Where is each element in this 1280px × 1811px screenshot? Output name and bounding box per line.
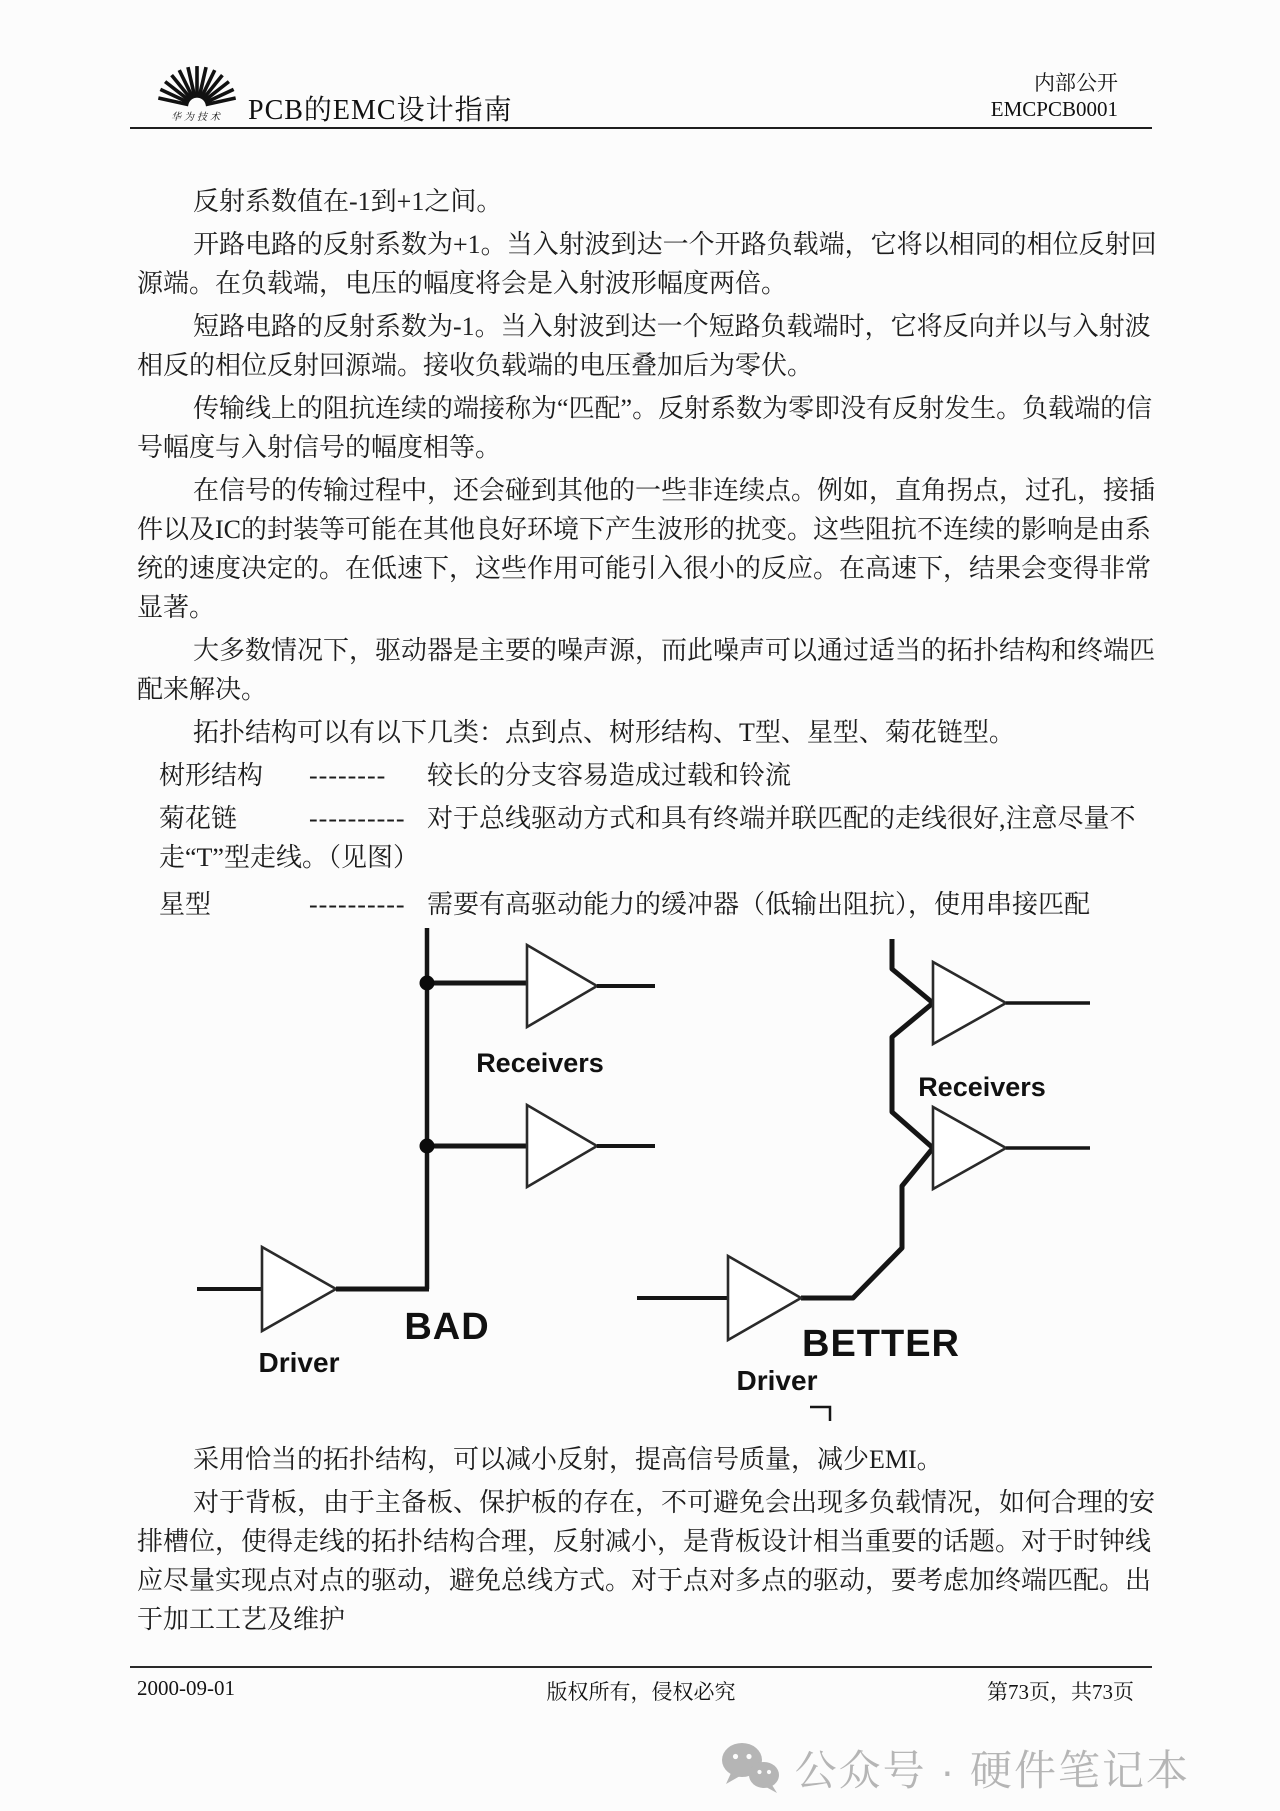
logo-text: 华为技术 — [171, 112, 223, 123]
dash-separator: -------- — [309, 761, 387, 790]
daisy-chain-line — [801, 939, 933, 1298]
after-diagram-text — [137, 1440, 1163, 1643]
topology-term: 菊花链 — [159, 804, 238, 833]
wechat-icon — [719, 1741, 781, 1795]
receivers-label: Receivers — [476, 1048, 604, 1078]
page-header — [130, 0, 1152, 129]
driver-label: Driver — [258, 1347, 340, 1378]
page-footer — [130, 1666, 1152, 1704]
driver-label: Driver — [736, 1365, 818, 1396]
receivers-label: Receivers — [918, 1072, 1046, 1102]
huawei-logo — [152, 52, 242, 123]
footer-copyright: 版权所有，侵权必究 — [546, 1680, 736, 1704]
receiver-triangle-bottom — [933, 1107, 1006, 1189]
header-right — [991, 70, 1118, 122]
paragraph-driver-noise: 大多数情况下，驱动器是主要的噪声源，而此噪声可以通过适当的拓扑结构和终端匹配来解决。 — [137, 636, 1156, 704]
better-topology-figure — [637, 939, 1090, 1421]
topology-item-daisy-chain — [137, 799, 1163, 877]
driver-triangle — [728, 1256, 801, 1340]
dash-separator: ---------- — [309, 804, 406, 833]
scan-artifact-mark — [810, 1407, 830, 1421]
junction-dot-top — [420, 976, 435, 991]
receiver-triangle-top — [933, 962, 1006, 1044]
paragraph-topology-benefit: 采用恰当的拓扑结构，可以减小反射，提高信号质量，减少EMI。 — [193, 1445, 943, 1474]
topology-term: 树形结构 — [159, 761, 264, 790]
paragraph-open-circuit: 开路电路的反射系数为+1。当入射波到达一个开路负载端，它将以相同的相位反射回源端。在负载端，电压的幅度将会是入射波形幅度两倍。 — [137, 230, 1157, 298]
paragraph-topology-types: 拓扑结构可以有以下几类：点到点、树形结构、T型、星型、菊花链型。 — [193, 718, 1015, 747]
receiver-triangle-bottom — [527, 1105, 597, 1187]
topology-desc: 较长的分支容易造成过载和铃流 — [427, 761, 792, 790]
body-text — [137, 182, 1163, 928]
paragraph-discontinuities: 在信号的传输过程中，还会碰到其他的一些非连续点。例如，直角拐点，过孔，接插件以及IC的封装等可能在其他良好环境下产生波形的扰变。这些阻抗不连续的影响是由系统的速度决定的。在低速下，这些作用可能引入很小的反应。在高速下，结果会变得非常显著。 — [137, 476, 1156, 622]
topology-term: 星型 — [159, 890, 212, 919]
page-title: PCB的EMC设计指南 — [248, 95, 513, 126]
classification-label: 内部公开 — [1034, 71, 1118, 95]
topology-item-tree — [137, 756, 1163, 795]
receiver-triangle-top — [527, 945, 597, 1027]
better-label: BETTER — [802, 1323, 960, 1365]
huawei-fan-icon — [153, 52, 241, 110]
watermark-text: 公众号 · 硬件笔记本 — [794, 1747, 1190, 1794]
bad-label: BAD — [404, 1306, 490, 1348]
paragraph-short-circuit: 短路电路的反射系数为-1。当入射波到达一个短路负载端时，它将反向并以与入射波相反的相位反射回源端。接收负载端的电压叠加后为零伏。 — [137, 312, 1151, 380]
paragraph-backplane: 对于背板，由于主备板、保护板的存在，不可避免会出现多负载情况，如何合理的安排槽位，使得走线的拓扑结构合理，反射减小，是背板设计相当重要的话题。对于时钟线应尽量实现点对点的驱动，避免总线方式。对于点对多点的驱动，要考虑加终端匹配。出于加工工艺及维护 — [137, 1488, 1156, 1634]
junction-dot-bottom — [420, 1139, 435, 1154]
footer-date: 2000-09-01 — [137, 1676, 235, 1700]
paragraph-matched-term: 传输线上的阻抗连续的端接称为“匹配”。反射系数为零即没有反射发生。负载端的信号幅度与入射信号的幅度相等。 — [137, 394, 1153, 462]
watermark — [719, 1740, 1190, 1796]
topology-desc: 对于总线驱动方式和具有终端并联匹配的走线很好,注意尽量不走“T”型走线。（见图） — [159, 804, 1136, 872]
doc-number: EMCPCB0001 — [990, 97, 1118, 121]
paragraph-reflection-range: 反射系数值在-1到+1之间。 — [193, 187, 503, 216]
dash-separator: ---------- — [309, 890, 406, 919]
footer-page-info: 第73页，共73页 — [987, 1680, 1134, 1704]
driver-triangle — [262, 1247, 336, 1331]
topology-desc: 需要有高驱动能力的缓冲器（低输出阻抗），使用串接匹配 — [427, 890, 1091, 919]
topology-item-star — [137, 885, 1163, 924]
bad-topology-figure — [197, 928, 655, 1378]
